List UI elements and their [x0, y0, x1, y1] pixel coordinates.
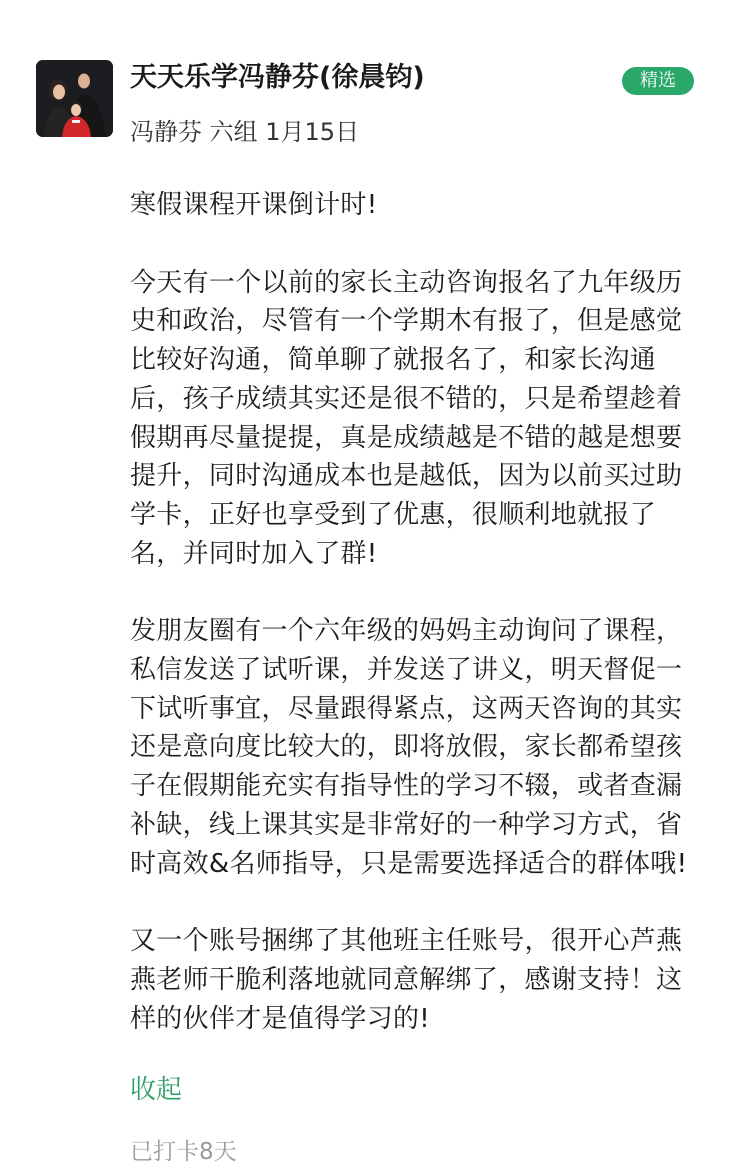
post-paragraph: 又一个账号捆绑了其他班主任账号，很开心芦燕燕老师干脆利落地就同意解绑了，感谢支持！这样的伙伴才是值得学习的! [130, 926, 683, 1034]
post-meta: 冯静芬 六组 1月15日 [130, 118, 360, 146]
author-name[interactable]: 天天乐学冯静芬(徐晨钧) [130, 62, 425, 93]
post-paragraph: 发朋友圈有一个六年级的妈妈主动询问了课程，私信发送了试听课，并发送了讲义，明天督促一下试听事宜，尽量跟得紧点，这两天咨询的其实还是意向度比较大的，即将放假，家长都希望孩子在假期能充实有指导性的学习不辍，或者查漏补缺，线上课其实是非常好的一种学习方式，省时高效&名师指导，只是需要选择适合的群体哦! [130, 616, 688, 879]
post-paragraph: 寒假课程开课倒计时! [130, 190, 378, 220]
family-photo-icon [36, 60, 113, 137]
featured-badge: 精选 [622, 67, 694, 95]
post-paragraph: 今天有一个以前的家长主动咨询报名了九年级历史和政治，尽管有一个学期木有报了，但是感觉比较好沟通，简单聊了就报名了，和家长沟通后，孩子成绩其实还是很不错的，只是希望趁着假期再尽量提提，真是成绩越是不错的越是想要提升，同时沟通成本也是越低，因为以前买过助学卡，正好也享受到了优惠，很顺利地就报了名，并同时加入了群! [130, 267, 683, 569]
post-content [130, 186, 690, 1077]
checkin-status: 已打卡8天 [130, 1139, 237, 1165]
avatar[interactable] [36, 60, 113, 137]
collapse-link[interactable]: 收起 [130, 1075, 183, 1105]
